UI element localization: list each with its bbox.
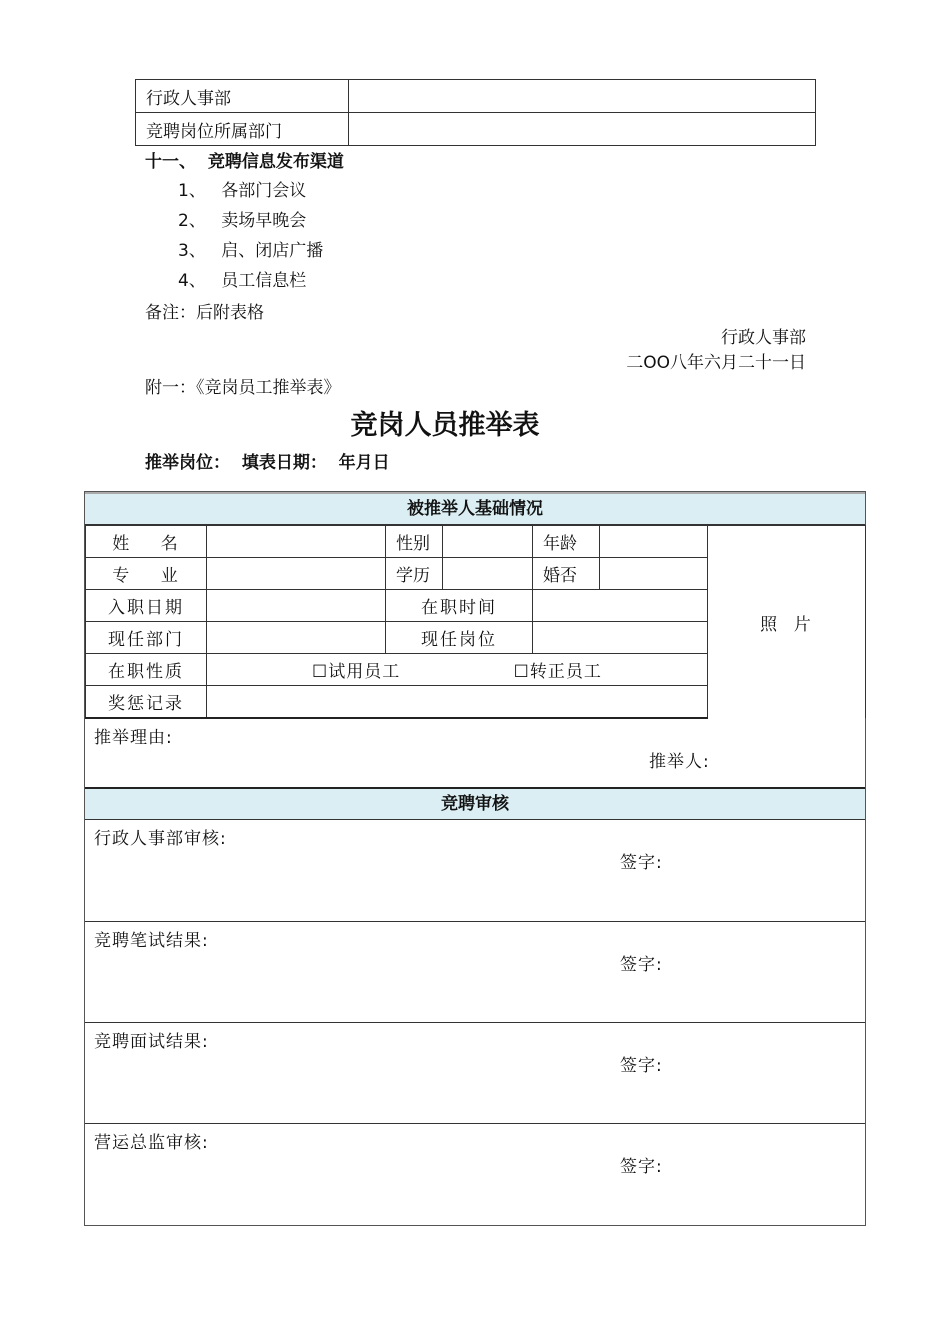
- tenure-field[interactable]: [533, 590, 708, 622]
- hire-date-field[interactable]: [207, 590, 386, 622]
- probation-checkbox[interactable]: ☐试用员工: [312, 662, 401, 682]
- age-field[interactable]: [600, 526, 708, 558]
- list-text: 卖场早晚会: [221, 211, 307, 231]
- list-item: [178, 176, 306, 201]
- list-item: [178, 206, 306, 231]
- education-label: 学历: [386, 558, 443, 590]
- review-sign: 签字:: [620, 853, 663, 873]
- photo-label: 照 片: [760, 614, 813, 635]
- major-field[interactable]: [207, 558, 386, 590]
- marital-label: 婚否: [533, 558, 600, 590]
- gender-field[interactable]: [443, 526, 533, 558]
- marital-field[interactable]: [600, 558, 708, 590]
- signature-date: 二OO八年六月二十一日: [626, 353, 806, 373]
- table-row: [86, 526, 866, 558]
- photo-cell[interactable]: [708, 526, 866, 719]
- current-dept-label: 现任部门: [86, 622, 207, 654]
- education-field[interactable]: [443, 558, 533, 590]
- signature-dept: 行政人事部: [721, 328, 806, 348]
- list-number: 1、: [178, 181, 206, 201]
- reason-section[interactable]: [85, 719, 865, 787]
- basic-info-header: 被推举人基础情况: [85, 492, 865, 525]
- review-header: 竞聘审核: [85, 787, 865, 820]
- table-row: [136, 80, 816, 113]
- current-post-field[interactable]: [533, 622, 708, 654]
- age-label: 年龄: [533, 526, 600, 558]
- review-section-ops[interactable]: [85, 1123, 865, 1225]
- table-row: [136, 113, 816, 146]
- review-label: 行政人事部审核:: [94, 829, 227, 849]
- review-label: 竞聘面试结果:: [94, 1032, 209, 1052]
- review-section-written[interactable]: [85, 921, 865, 1022]
- review-sign: 签字:: [620, 955, 663, 975]
- section-heading: 十一、 竞聘信息发布渠道: [145, 152, 344, 172]
- status-options: [207, 654, 708, 686]
- form-title: 竞岗人员推举表: [350, 410, 540, 441]
- department-table: [135, 79, 816, 146]
- table-cell-value: [349, 113, 816, 146]
- list-text: 启、闭店广播: [221, 241, 324, 261]
- list-item: [178, 236, 323, 261]
- list-text: 员工信息栏: [221, 271, 307, 291]
- name-label: 姓 名: [86, 526, 207, 558]
- rewards-label: 奖惩记录: [86, 686, 207, 719]
- recommender-label: 推举人:: [649, 752, 710, 772]
- list-text: 各部门会议: [221, 181, 307, 201]
- list-number: 4、: [178, 271, 206, 291]
- table-cell-label: 竞聘岗位所属部门: [136, 113, 349, 146]
- status-label: 在职性质: [86, 654, 207, 686]
- review-section-interview[interactable]: [85, 1022, 865, 1123]
- reason-label: 推举理由:: [94, 728, 173, 748]
- form-subtitle: 推举岗位： 填表日期： 年月日: [145, 453, 390, 473]
- review-section-hr[interactable]: [85, 820, 865, 921]
- table-cell-value: [349, 80, 816, 113]
- major-label: 专 业: [86, 558, 207, 590]
- attachment-label: 附一：《竞岗员工推举表》: [145, 378, 341, 398]
- rewards-field[interactable]: [207, 686, 708, 719]
- name-field[interactable]: [207, 526, 386, 558]
- list-number: 3、: [178, 241, 206, 261]
- tenure-label: 在职时间: [386, 590, 533, 622]
- hire-date-label: 入职日期: [86, 590, 207, 622]
- review-label: 竞聘笔试结果:: [94, 931, 209, 951]
- table-cell-label: 行政人事部: [136, 80, 349, 113]
- current-post-label: 现任岗位: [386, 622, 533, 654]
- gender-label: 性别: [386, 526, 443, 558]
- review-sign: 签字:: [620, 1157, 663, 1177]
- review-sign: 签字:: [620, 1056, 663, 1076]
- list-number: 2、: [178, 211, 206, 231]
- note: 备注：后附表格: [145, 303, 264, 323]
- regular-checkbox[interactable]: ☐转正员工: [513, 662, 602, 682]
- basic-info-table: [85, 525, 866, 719]
- current-dept-field[interactable]: [207, 622, 386, 654]
- list-item: [178, 266, 306, 291]
- review-label: 营运总监审核:: [94, 1133, 209, 1153]
- recommendation-form: [84, 491, 866, 1226]
